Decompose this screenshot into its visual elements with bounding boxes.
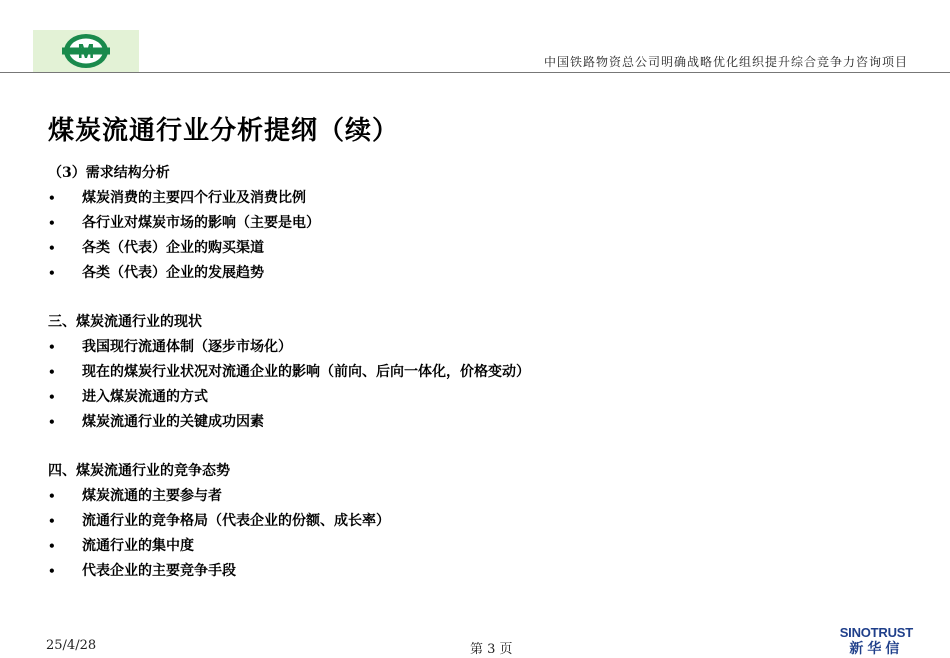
list-item-text: 各类（代表）企业的购买渠道 <box>82 240 264 256</box>
header-divider <box>0 72 950 73</box>
section-heading-status: 三、煤炭流通行业的现状 <box>48 314 202 330</box>
bullet-icon: • <box>48 489 56 503</box>
bullet-icon: • <box>48 415 56 429</box>
outline-content <box>48 163 928 586</box>
section-heading-demand: （3）需求结构分析 <box>48 165 170 181</box>
list-item-text: 各类（代表）企业的发展趋势 <box>82 265 264 281</box>
bullet-icon: • <box>48 539 56 553</box>
brand-name-en: SINOTRUST <box>839 625 913 640</box>
list-item-text: 各行业对煤炭市场的影响（主要是电） <box>82 215 320 231</box>
project-title: 中国铁路物资总公司明确战略优化组织提升综合竞争力咨询项目 <box>543 55 908 69</box>
company-logo <box>33 30 139 72</box>
sinotrust-logo <box>840 626 913 656</box>
list-item-text: 代表企业的主要竞争手段 <box>82 563 236 579</box>
list-item <box>48 511 928 536</box>
list-item <box>48 387 928 412</box>
bullet-icon: • <box>48 340 56 354</box>
slide-title: 煤炭流通行业分析提纲（续） <box>48 116 400 146</box>
list-item <box>48 263 928 288</box>
section-spacer <box>48 288 928 312</box>
list-item <box>48 362 928 387</box>
list-item <box>48 238 928 263</box>
section-spacer <box>48 437 928 461</box>
list-item <box>48 337 928 362</box>
list-item <box>48 188 928 213</box>
bullet-icon: • <box>48 390 56 404</box>
bullet-icon: • <box>48 216 56 230</box>
list-item-text: 我国现行流通体制（逐步市场化） <box>82 339 292 355</box>
bullet-list-status <box>48 337 928 437</box>
page-number: 第 3 页 <box>470 642 513 657</box>
bullet-list-demand <box>48 188 928 288</box>
list-item-text: 煤炭流通行业的关键成功因素 <box>82 414 264 430</box>
list-item <box>48 412 928 437</box>
bullet-list-competition <box>48 486 928 586</box>
bullet-icon: • <box>48 514 56 528</box>
section-heading-competition: 四、煤炭流通行业的竞争态势 <box>48 463 230 479</box>
list-item <box>48 536 928 561</box>
list-item <box>48 561 928 586</box>
list-item-text: 煤炭消费的主要四个行业及消费比例 <box>82 190 306 206</box>
list-item-text: 进入煤炭流通的方式 <box>82 389 208 405</box>
list-item-text: 现在的煤炭行业状况对流通企业的影响（前向、后向一体化，价格变动） <box>82 364 530 380</box>
bullet-icon: • <box>48 191 56 205</box>
list-item-text: 煤炭流通的主要参与者 <box>82 488 222 504</box>
logo-letter: M <box>77 41 95 63</box>
footer-date: 25/4/28 <box>46 638 97 653</box>
list-item <box>48 213 928 238</box>
bullet-icon: • <box>48 241 56 255</box>
bullet-icon: • <box>48 266 56 280</box>
list-item <box>48 486 928 511</box>
brand-name-cn: 新华信 <box>849 640 904 656</box>
logo-emblem-icon <box>60 31 112 71</box>
list-item-text: 流通行业的竞争格局（代表企业的份额、成长率） <box>82 513 390 529</box>
list-item-text: 流通行业的集中度 <box>82 538 194 554</box>
bullet-icon: • <box>48 564 56 578</box>
bullet-icon: • <box>48 365 56 379</box>
